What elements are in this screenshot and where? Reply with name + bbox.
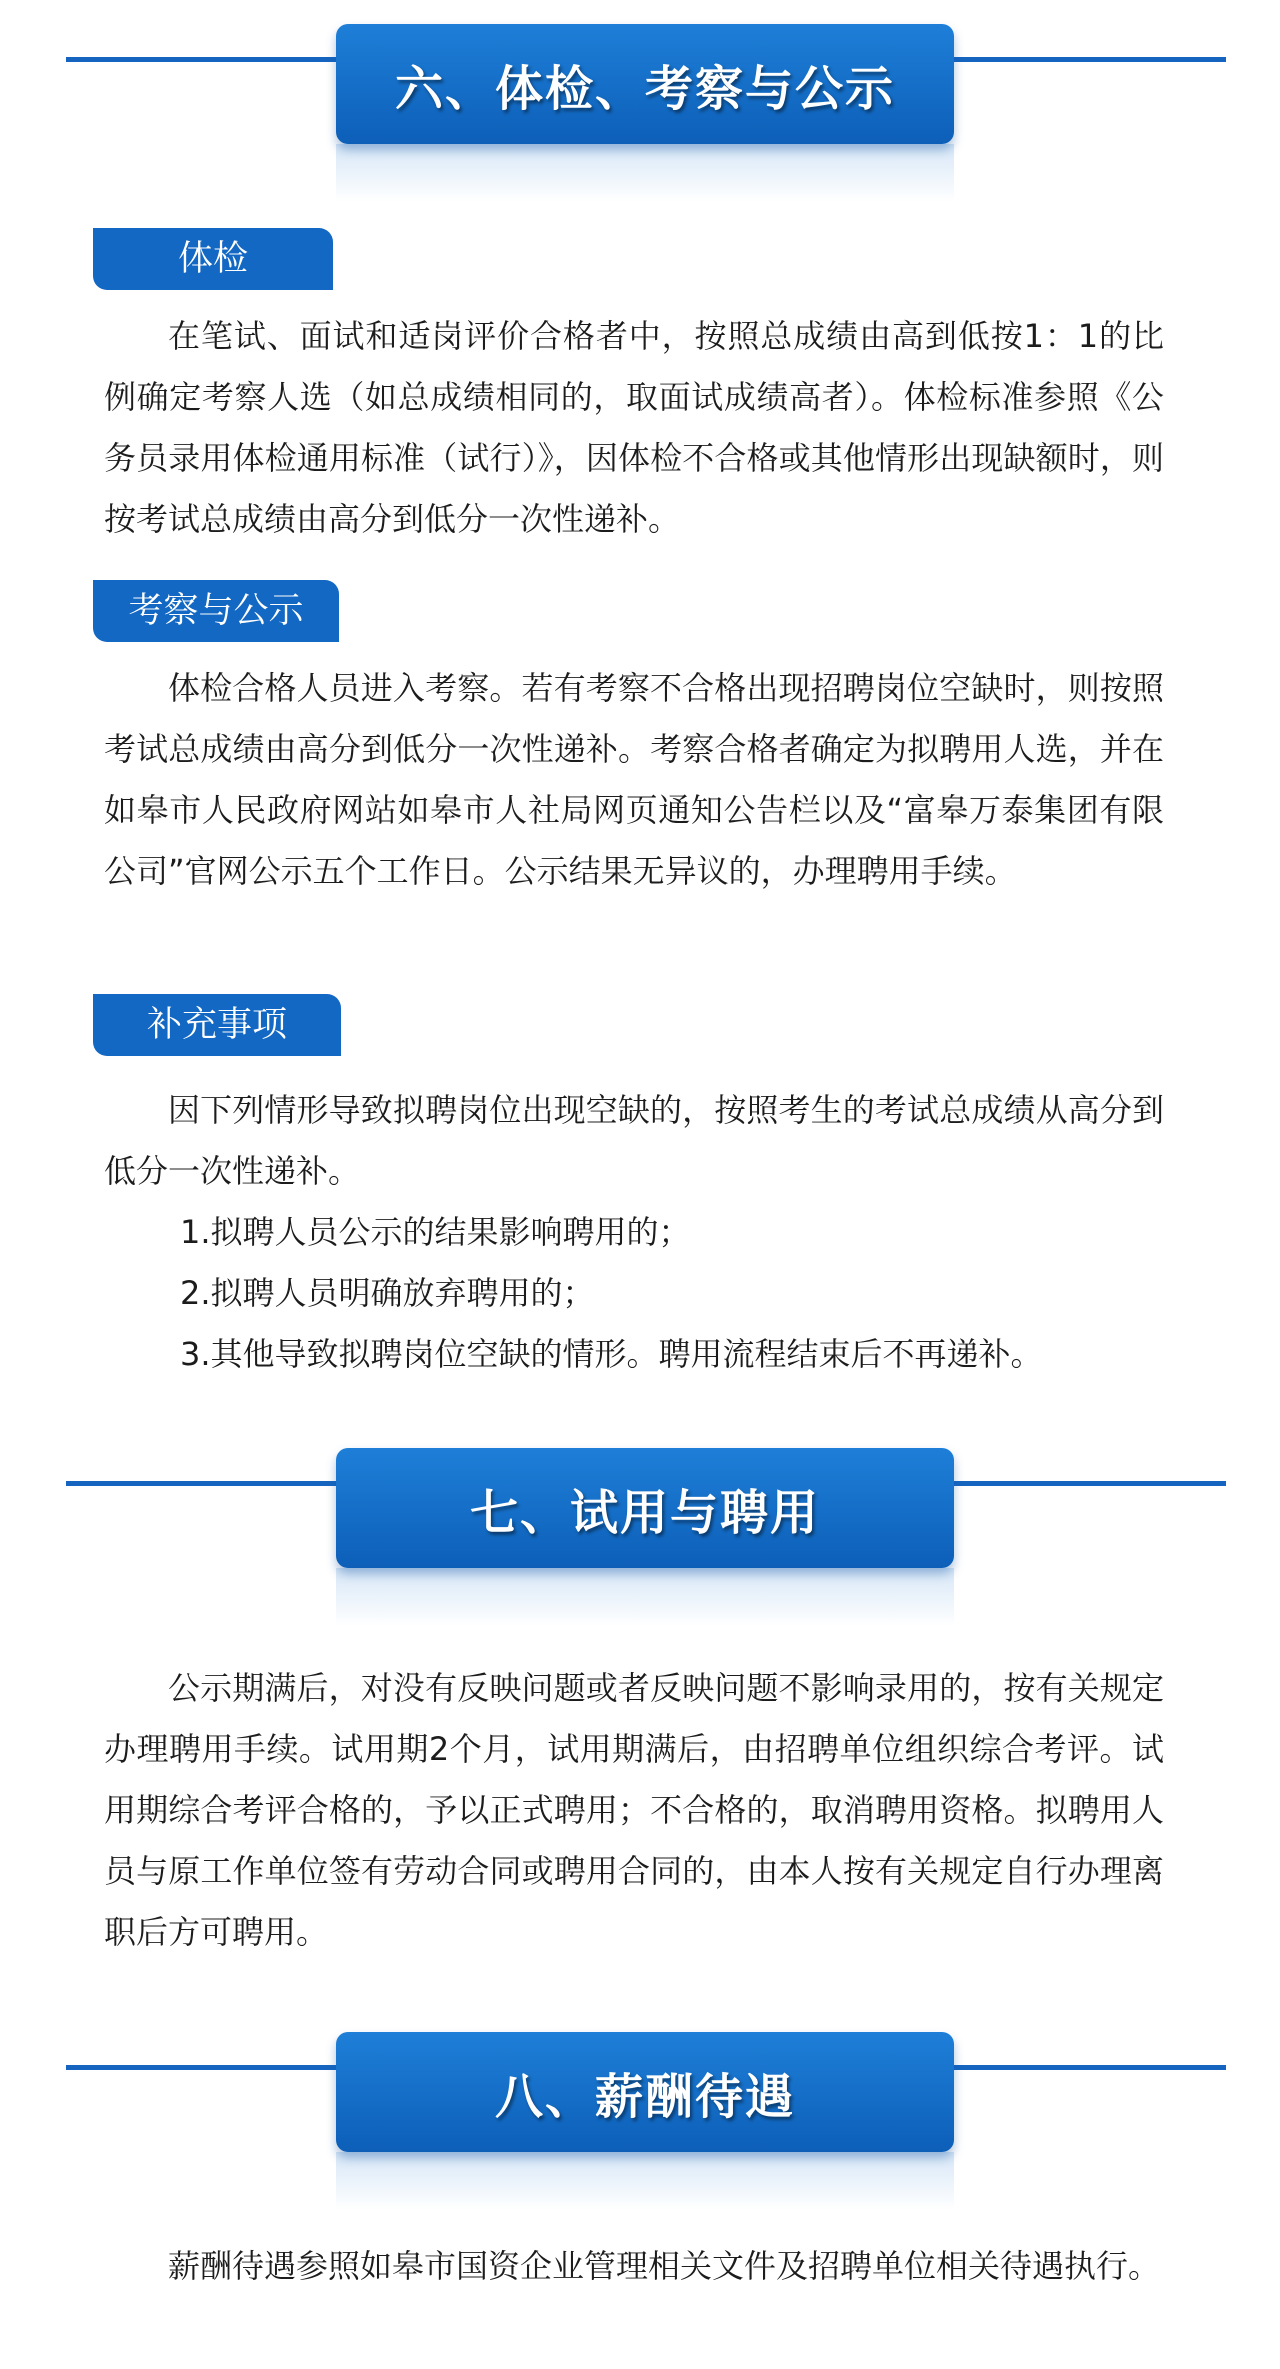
inspection-paragraph: 体检合格人员进入考察。若有考察不合格出现招聘岗位空缺时，则按照考试总成绩由高分到低分一次性递补。考察合格者确定为拟聘用人选，并在如皋市人民政府网站如皋市人社局网页通知公告栏以及“富皋万泰集团有限公司”官网公示五个工作日。公示结果无异议的，办理聘用手续。 <box>104 669 1164 890</box>
section-7-header <box>0 1424 1280 1574</box>
physical-exam-paragraph: 在笔试、面试和适岗评价合格者中，按照总成绩由高到低按1：1的比例确定考察人选（如总成绩相同的，取面试成绩高者）。体检标准参照《公务员录用体检通用标准（试行）》，因体检不合格或其他情形出现缺额时，则按考试总成绩由高分到低分一次性递补。 <box>104 317 1164 538</box>
tag-supplement: 补充事项 <box>93 994 341 1056</box>
section-7-title: 七、试用与聘用 <box>469 1484 820 1541</box>
supplement-item-1: 1.拟聘人员公示的结果影响聘用的； <box>180 1213 691 1251</box>
section-6-title: 六、体检、考察与公示 <box>394 60 895 117</box>
section-6-banner <box>336 24 954 144</box>
banner-reflection <box>336 144 954 202</box>
supplement-item-2: 2.拟聘人员明确放弃聘用的； <box>180 1274 595 1312</box>
section-8-header <box>0 2008 1280 2158</box>
tag-inspection-publicity: 考察与公示 <box>93 580 339 642</box>
section-8-title: 八、薪酬待遇 <box>494 2068 795 2125</box>
section-8-banner <box>336 2032 954 2152</box>
tag-physical-exam: 体检 <box>93 228 333 290</box>
salary-paragraph: 薪酬待遇参照如皋市国资企业管理相关文件及招聘单位相关待遇执行。 <box>168 2247 1161 2285</box>
supplement-item-3: 3.其他导致拟聘岗位空缺的情形。聘用流程结束后不再递补。 <box>180 1335 1043 1373</box>
banner-reflection <box>336 1568 954 1626</box>
supplement-paragraph: 因下列情形导致拟聘岗位出现空缺的，按照考生的考试总成绩从高分到低分一次性递补。 <box>104 1091 1164 1190</box>
section-6-header <box>0 0 1280 150</box>
banner-reflection <box>336 2152 954 2210</box>
probation-paragraph: 公示期满后，对没有反映问题或者反映问题不影响录用的，按有关规定办理聘用手续。试用期2个月，试用期满后，由招聘单位组织综合考评。试用期综合考评合格的，予以正式聘用；不合格的，取消聘用资格。拟聘用人员与原工作单位签有劳动合同或聘用合同的，由本人按有关规定自行办理离职后方可聘用。 <box>104 1669 1164 1951</box>
section-7-banner <box>336 1448 954 1568</box>
